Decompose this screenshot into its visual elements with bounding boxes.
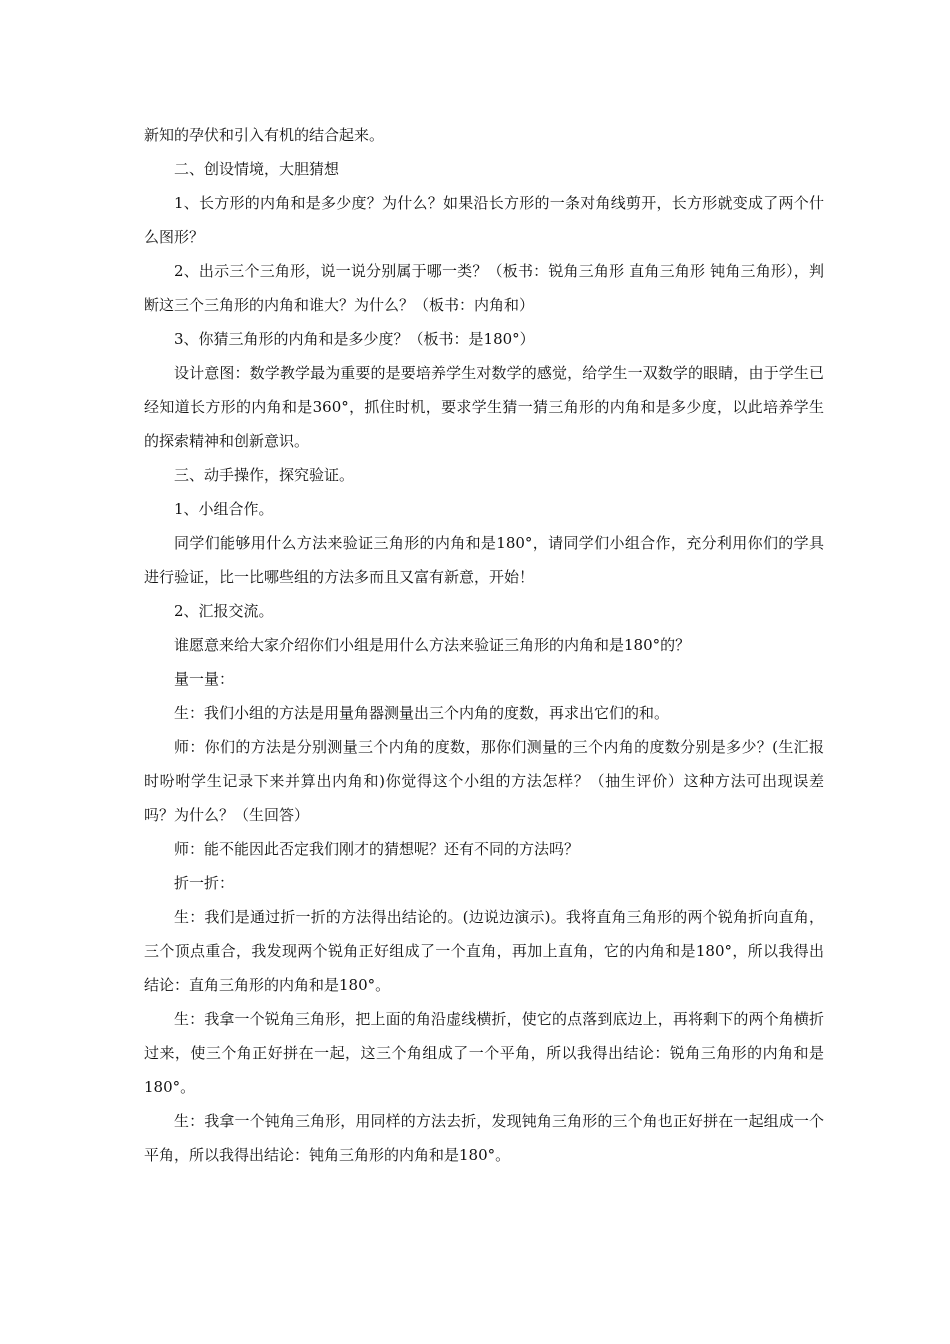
question-2: 2、出示三个三角形，说一说分别属于哪一类？（板书：锐角三角形 直角三角形 钝角三角形），判断这三个三角形的内角和谁大？为什么？（板书：内角和） bbox=[144, 262, 824, 314]
report-prompt: 谁愿意来给大家介绍你们小组是用什么方法来验证三角形的内角和是180°的？ bbox=[174, 636, 691, 654]
section-heading-2: 二、创设情境，大胆猜想 bbox=[174, 160, 340, 178]
method-measure-heading: 量一量： bbox=[174, 670, 235, 688]
step-report: 2、汇报交流。 bbox=[174, 602, 274, 620]
question-1: 1、长方形的内角和是多少度？为什么？如果沿长方形的一条对角线剪开，长方形就变成了两个什么图形？ bbox=[144, 194, 824, 246]
question-3: 3、你猜三角形的内角和是多少度？（板书：是180°） bbox=[174, 330, 535, 348]
student-fold-right: 生：我们是通过折一折的方法得出结论的。(边说边演示)。我将直角三角形的两个锐角折向直角，三个顶点重合，我发现两个锐角正好组成了一个直角，再加上直角，它的内角和是180°，所以我得出结论：直角三角形的内角和是180°。 bbox=[144, 908, 824, 994]
design-intent: 设计意图：数学教学最为重要的是要培养学生对数学的感觉，给学生一双数学的眼睛，由于学生已经知道长方形的内角和是360°，抓住时机，要求学生猜一猜三角形的内角和是多少度，以此培养学生的探索精神和创新意识。 bbox=[144, 364, 824, 450]
section-heading-3: 三、动手操作，探究验证。 bbox=[174, 466, 355, 484]
step-group-work: 1、小组合作。 bbox=[174, 500, 274, 518]
student-fold-acute: 生：我拿一个锐角三角形，把上面的角沿虚线横折，使它的点落到底边上，再将剩下的两个角横折过来，使三个角正好拼在一起，这三个角组成了一个平角，所以我得出结论：锐角三角形的内角和是180°。 bbox=[144, 1010, 824, 1096]
teacher-measure-question: 师：你们的方法是分别测量三个内角的度数，那你们测量的三个内角的度数分别是多少？(生汇报时吩咐学生记录下来并算出内角和)你觉得这个小组的方法怎样？（抽生评价）这种方法可出现误差吗？为什么？（生回答） bbox=[144, 738, 824, 824]
student-measure: 生：我们小组的方法是用量角器测量出三个内角的度数，再求出它们的和。 bbox=[174, 704, 670, 722]
teacher-followup: 师：能不能因此否定我们刚才的猜想呢？还有不同的方法吗？ bbox=[174, 840, 580, 858]
student-fold-obtuse: 生：我拿一个钝角三角形，用同样的方法去折，发现钝角三角形的三个角也正好拼在一起组成一个平角，所以我得出结论：钝角三角形的内角和是180°。 bbox=[144, 1112, 824, 1164]
group-work-instruction: 同学们能够用什么方法来验证三角形的内角和是180°，请同学们小组合作，充分利用你们的学具进行验证，比一比哪些组的方法多而且又富有新意，开始！ bbox=[144, 534, 824, 586]
document-body bbox=[144, 118, 824, 1172]
method-fold-heading: 折一折： bbox=[174, 874, 235, 892]
paragraph-continuation: 新知的孕伏和引入有机的结合起来。 bbox=[144, 126, 385, 144]
